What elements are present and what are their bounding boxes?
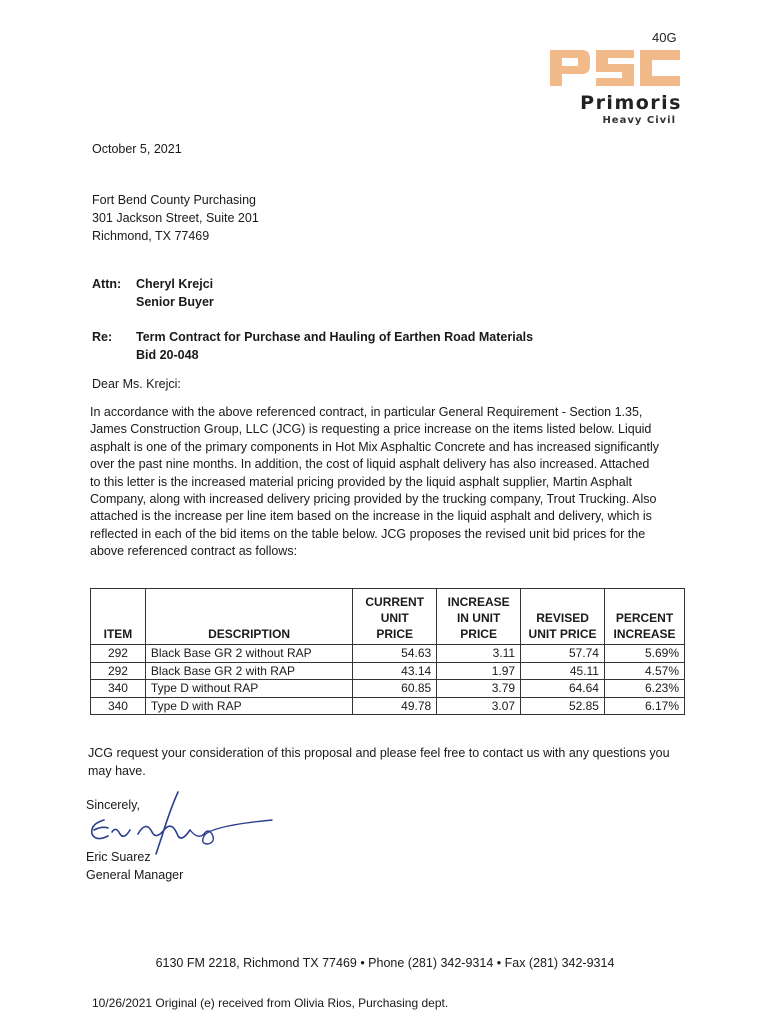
body-line: Company, along with increased delivery pricing provided by the trucking company, Trout Trucking. Also bbox=[90, 492, 657, 507]
closing-line: may have. bbox=[88, 764, 146, 778]
cell-current: 60.85 bbox=[353, 680, 437, 698]
recipient-line: Fort Bend County Purchasing bbox=[92, 193, 256, 207]
psc-logo-mark bbox=[548, 46, 683, 90]
cell-description: Black Base GR 2 without RAP bbox=[145, 645, 352, 663]
body-line: over the past nine months. In addition, the cost of liquid asphalt delivery has also increased. Attached bbox=[90, 457, 650, 472]
cell-percent: 6.17% bbox=[604, 697, 684, 715]
price-table bbox=[90, 588, 685, 715]
received-note: 10/26/2021 Original (e) received from Olivia Rios, Purchasing dept. bbox=[92, 996, 449, 1010]
cell-revised: 57.74 bbox=[521, 645, 605, 663]
attn-block bbox=[136, 275, 214, 311]
table-row bbox=[91, 697, 685, 715]
header-current-price: CURRENT UNIT PRICE bbox=[353, 589, 437, 645]
header-revised-price: REVISED UNIT PRICE bbox=[521, 589, 605, 645]
cell-current: 43.14 bbox=[353, 662, 437, 680]
cell-percent: 5.69% bbox=[604, 645, 684, 663]
footer-address: 6130 FM 2218, Richmond TX 77469 • Phone (281) 342-9314 • Fax (281) 342-9314 bbox=[155, 956, 615, 970]
body-paragraph bbox=[90, 404, 680, 561]
body-line: above referenced contract as follows: bbox=[90, 544, 298, 559]
closing-paragraph bbox=[88, 744, 670, 780]
table-row bbox=[91, 680, 685, 698]
cell-revised: 45.11 bbox=[521, 662, 605, 680]
closing-line: JCG request your consideration of this proposal and please feel free to contact us with any questions you bbox=[88, 746, 670, 760]
logo-subtitle: Heavy Civil bbox=[602, 115, 676, 126]
cell-item: 292 bbox=[91, 645, 146, 663]
signer-name: Eric Suarez bbox=[86, 850, 151, 864]
signer-title: General Manager bbox=[86, 868, 184, 882]
signer-block bbox=[86, 848, 183, 884]
table-header-row bbox=[91, 589, 685, 645]
body-line: to this letter is the increased material pricing provided by the liquid asphalt supplier, Martin Asphalt bbox=[90, 474, 632, 489]
cell-description: Type D without RAP bbox=[145, 680, 352, 698]
page-tag: 40G bbox=[652, 30, 677, 45]
letter-date: October 5, 2021 bbox=[92, 142, 182, 156]
re-label: Re: bbox=[92, 330, 113, 344]
cell-revised: 52.85 bbox=[521, 697, 605, 715]
cell-increase: 3.07 bbox=[437, 697, 521, 715]
header-percent-increase: PERCENT INCREASE bbox=[604, 589, 684, 645]
re-bid-number: Bid 20-048 bbox=[136, 348, 199, 362]
recipient-address bbox=[92, 191, 259, 245]
cell-description: Black Base GR 2 with RAP bbox=[145, 662, 352, 680]
cell-item: 340 bbox=[91, 697, 146, 715]
cell-increase: 3.79 bbox=[437, 680, 521, 698]
cell-item: 340 bbox=[91, 680, 146, 698]
body-line: reflected in each of the bid items on the table below. JCG proposes the revised unit bid prices for the bbox=[90, 526, 646, 541]
re-subject: Term Contract for Purchase and Hauling of Earthen Road Materials bbox=[136, 330, 534, 344]
cell-revised: 64.64 bbox=[521, 680, 605, 698]
recipient-line: Richmond, TX 77469 bbox=[92, 229, 210, 243]
attn-title: Senior Buyer bbox=[136, 295, 214, 309]
body-line: James Construction Group, LLC (JCG) is requesting a price increase on the items listed below. Liquid bbox=[90, 422, 652, 437]
attn-name: Cheryl Krejci bbox=[136, 277, 214, 291]
salutation: Dear Ms. Krejci: bbox=[92, 377, 181, 391]
table-row bbox=[91, 662, 685, 680]
recipient-line: 301 Jackson Street, Suite 201 bbox=[92, 211, 259, 225]
cell-percent: 4.57% bbox=[604, 662, 684, 680]
header-description: DESCRIPTION bbox=[145, 589, 352, 645]
cell-increase: 3.11 bbox=[437, 645, 521, 663]
cell-percent: 6.23% bbox=[604, 680, 684, 698]
cell-item: 292 bbox=[91, 662, 146, 680]
body-line: asphalt is one of the primary components in Hot Mix Asphaltic Concrete and has increased significantly bbox=[90, 439, 660, 454]
cell-description: Type D with RAP bbox=[145, 697, 352, 715]
body-line: attached is the increase per line item based on the increase in the liquid asphalt and delivery, which is bbox=[90, 509, 652, 524]
attn-label: Attn: bbox=[92, 277, 122, 291]
body-line: In accordance with the above referenced contract, in particular General Requirement - Section 1.35, bbox=[90, 405, 643, 419]
re-block bbox=[136, 328, 533, 364]
company-logo bbox=[548, 46, 688, 136]
cell-current: 54.63 bbox=[353, 645, 437, 663]
header-increase: INCREASE IN UNIT PRICE bbox=[437, 589, 521, 645]
table-row bbox=[91, 645, 685, 663]
header-item: ITEM bbox=[91, 589, 146, 645]
sign-off: Sincerely, bbox=[86, 798, 140, 812]
cell-current: 49.78 bbox=[353, 697, 437, 715]
logo-name: Primoris bbox=[580, 92, 682, 114]
cell-increase: 1.97 bbox=[437, 662, 521, 680]
